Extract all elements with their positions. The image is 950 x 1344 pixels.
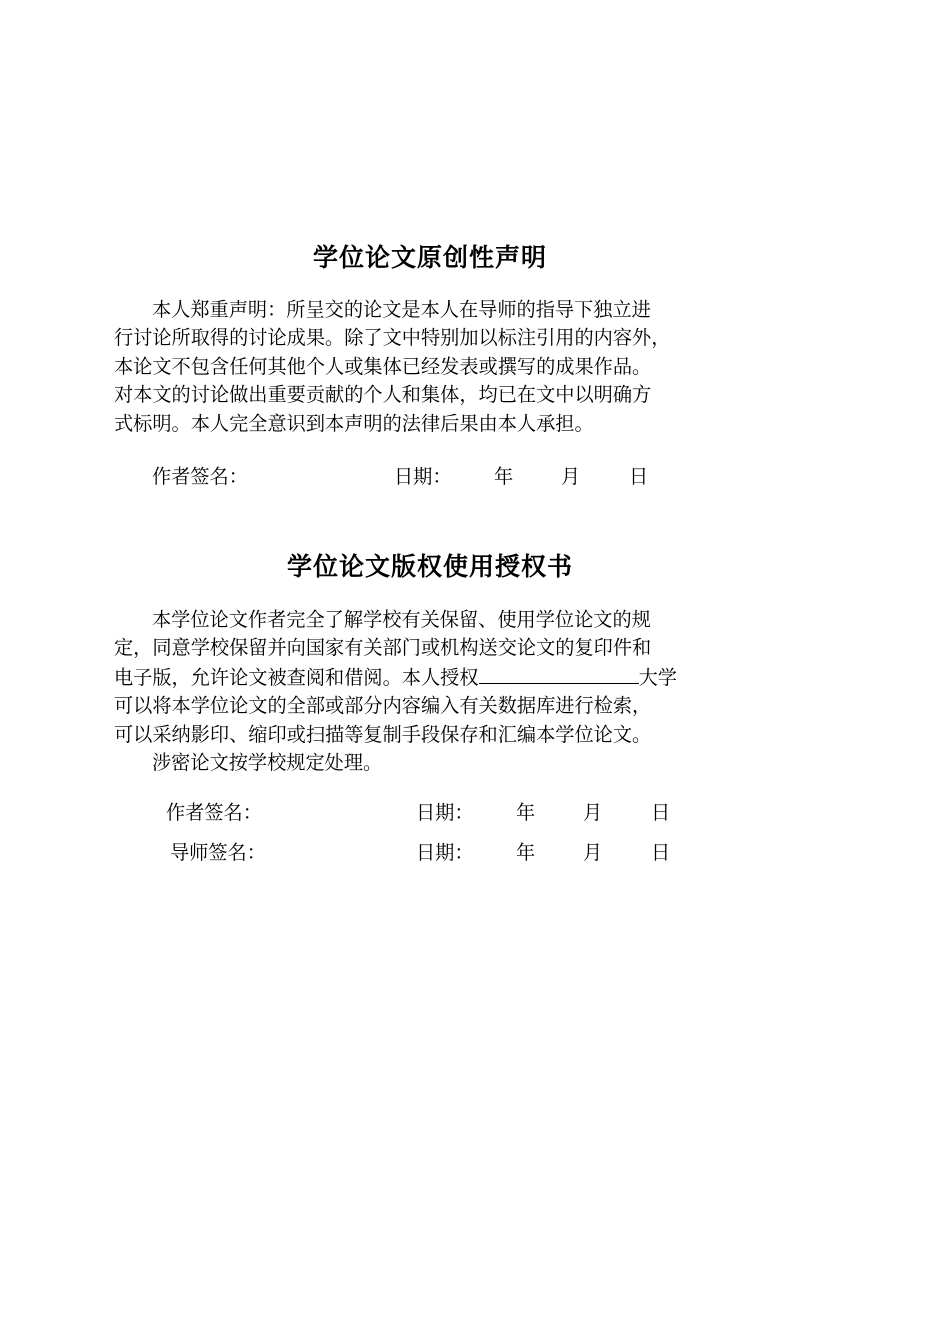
- declaration-line: 行讨论所取得的讨论成果。除了文中特别加以标注引用的内容外，: [114, 326, 671, 350]
- declaration-line: 对本文的讨论做出重要贡献的个人和集体，均已在文中以明确方: [114, 383, 652, 407]
- day-label: 日: [629, 465, 649, 488]
- declaration-line: 式标明。本人完全意识到本声明的法律后果由本人承担。: [114, 411, 594, 435]
- declaration-body: [114, 296, 754, 438]
- date-label: 日期：: [416, 841, 474, 864]
- author-signature-label: 作者签名：: [152, 465, 248, 488]
- day-label: 日: [651, 841, 671, 864]
- declaration-title: 学位论文原创性声明: [312, 243, 547, 272]
- year-label: 年: [494, 465, 514, 488]
- authorization-line: 涉密论文按学校规定处理。: [152, 751, 383, 775]
- declaration-line: 本人郑重声明：所呈交的论文是本人在导师的指导下独立进: [152, 298, 651, 321]
- author-signature-label: 作者签名：: [166, 801, 262, 824]
- month-label: 月: [561, 465, 581, 488]
- authorization-title: 学位论文版权使用授权书: [286, 552, 573, 581]
- date-label: 日期：: [416, 801, 474, 824]
- authorization-line-start: 电子版，允许论文被查阅和借阅。本人授权: [114, 665, 479, 689]
- university-name-blank[interactable]: [479, 663, 639, 684]
- author-signature-row: [0, 800, 950, 826]
- authorization-body: [114, 606, 754, 777]
- authorization-line: 可以将本学位论文的全部或部分内容编入有关数据库进行检索，: [114, 694, 652, 718]
- authorization-line-end: 大学: [638, 665, 677, 689]
- advisor-signature-row: [0, 840, 950, 866]
- month-label: 月: [583, 841, 603, 864]
- authorization-line-with-blank: [114, 663, 754, 692]
- declaration-line: 本论文不包含任何其他个人或集体已经发表或撰写的成果作品。: [114, 354, 652, 378]
- authorization-line: 本学位论文作者完全了解学校有关保留、使用学位论文的规: [152, 608, 651, 631]
- advisor-signature-label: 导师签名：: [170, 841, 266, 864]
- year-label: 年: [516, 841, 536, 864]
- month-label: 月: [583, 801, 603, 824]
- authorization-line: 可以采纳影印、缩印或扫描等复制手段保存和汇编本学位论文。: [114, 722, 652, 746]
- date-label: 日期：: [394, 465, 452, 488]
- year-label: 年: [516, 801, 536, 824]
- declaration-signature-row: [0, 464, 950, 490]
- day-label: 日: [651, 801, 671, 824]
- authorization-line: 定，同意学校保留并向国家有关部门或机构送交论文的复印件和: [114, 636, 652, 660]
